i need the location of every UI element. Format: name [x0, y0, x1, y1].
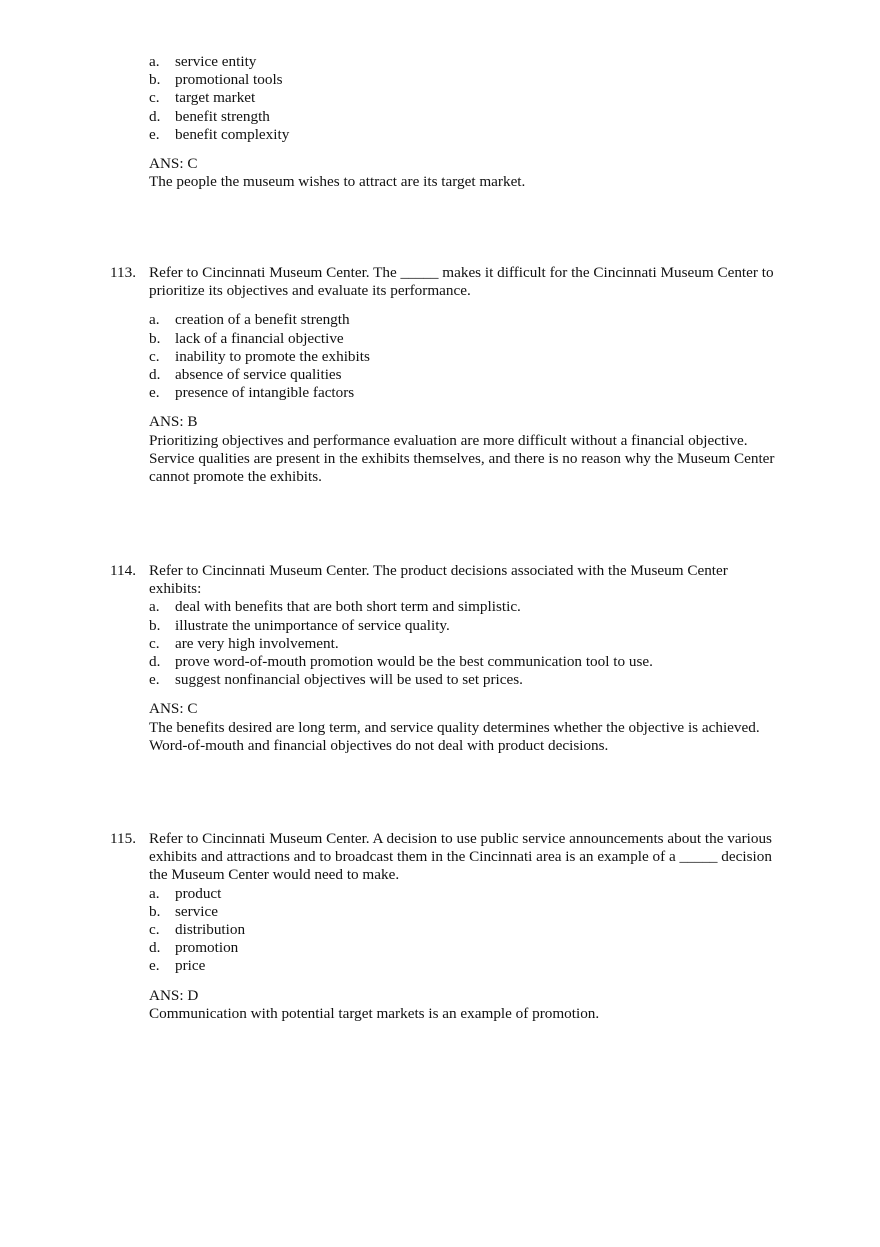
option-c: c. inability to promote the exhibits — [149, 347, 370, 365]
question-continued — [110, 53, 810, 191]
option-c: c. distribution — [149, 921, 246, 939]
answer-key: ANS: C — [149, 700, 198, 718]
question-number: 115. — [110, 830, 137, 847]
option-a: a. creation of a benefit strength — [149, 311, 350, 329]
option-b: b. promotional tools — [149, 71, 283, 89]
option-d: d. absence of service qualities — [149, 366, 342, 384]
question-115 — [110, 830, 810, 1023]
option-b: b. illustrate the unimportance of service quality. — [149, 616, 450, 634]
option-c: c. are very high involvement. — [149, 634, 339, 652]
answer-explanation: Communication with potential target markets is an example of promotion. — [149, 1004, 600, 1022]
question-stem-line: exhibits: — [149, 580, 202, 598]
question-stem: 115. Refer to Cincinnati Museum Center. A decision to use public service announcements about the various — [110, 830, 772, 847]
option-e: e. price — [149, 957, 206, 975]
question-number: 113. — [110, 264, 137, 281]
answer-explanation: Service qualities are present in the exhibits themselves, and there is no reason why the Museum Center — [149, 449, 775, 467]
answer-key: ANS: C — [149, 155, 198, 173]
option-e: e. benefit complexity — [149, 125, 290, 143]
answer-explanation: The people the museum wishes to attract are its target market. — [149, 173, 526, 191]
answer-explanation: Prioritizing objectives and performance evaluation are more difficult without a financial objective. — [149, 431, 748, 449]
option-d: d. promotion — [149, 939, 239, 957]
option-b: b. lack of a financial objective — [149, 329, 344, 347]
option-a: a. product — [149, 884, 222, 902]
option-b: b. service — [149, 902, 219, 920]
option-d: d. benefit strength — [149, 107, 270, 125]
answer-explanation: Word-of-mouth and financial objectives do not deal with product decisions. — [149, 736, 609, 754]
question-number: 114. — [110, 562, 137, 579]
option-e: e. suggest nonfinancial objectives will be used to set prices. — [149, 671, 523, 689]
option-a: a. service entity — [149, 53, 257, 70]
option-a: a. deal with benefits that are both short term and simplistic. — [149, 598, 521, 616]
question-stem-line: prioritize its objectives and evaluate its performance. — [149, 282, 471, 300]
option-c: c. target market — [149, 89, 256, 107]
option-e: e. presence of intangible factors — [149, 384, 355, 402]
question-114 — [110, 562, 810, 755]
question-stem: 113. Refer to Cincinnati Museum Center. The _____ makes it difficult for the Cincinnati Museum Center to — [110, 264, 774, 281]
question-stem-line: the Museum Center would need to make. — [149, 866, 400, 884]
answer-key: ANS: B — [149, 413, 198, 431]
answer-explanation: The benefits desired are long term, and service quality determines whether the objective is achieved. — [149, 718, 760, 736]
answer-explanation: cannot promote the exhibits. — [149, 468, 322, 486]
question-113 — [110, 264, 810, 486]
question-stem: 114. Refer to Cincinnati Museum Center. The product decisions associated with the Museum Center — [110, 562, 728, 579]
option-d: d. prove word-of-mouth promotion would be the best communication tool to use. — [149, 653, 653, 671]
answer-key: ANS: D — [149, 986, 199, 1004]
question-stem-line: exhibits and attractions and to broadcast them in the Cincinnati area is an example of a _____ decision — [149, 848, 772, 866]
